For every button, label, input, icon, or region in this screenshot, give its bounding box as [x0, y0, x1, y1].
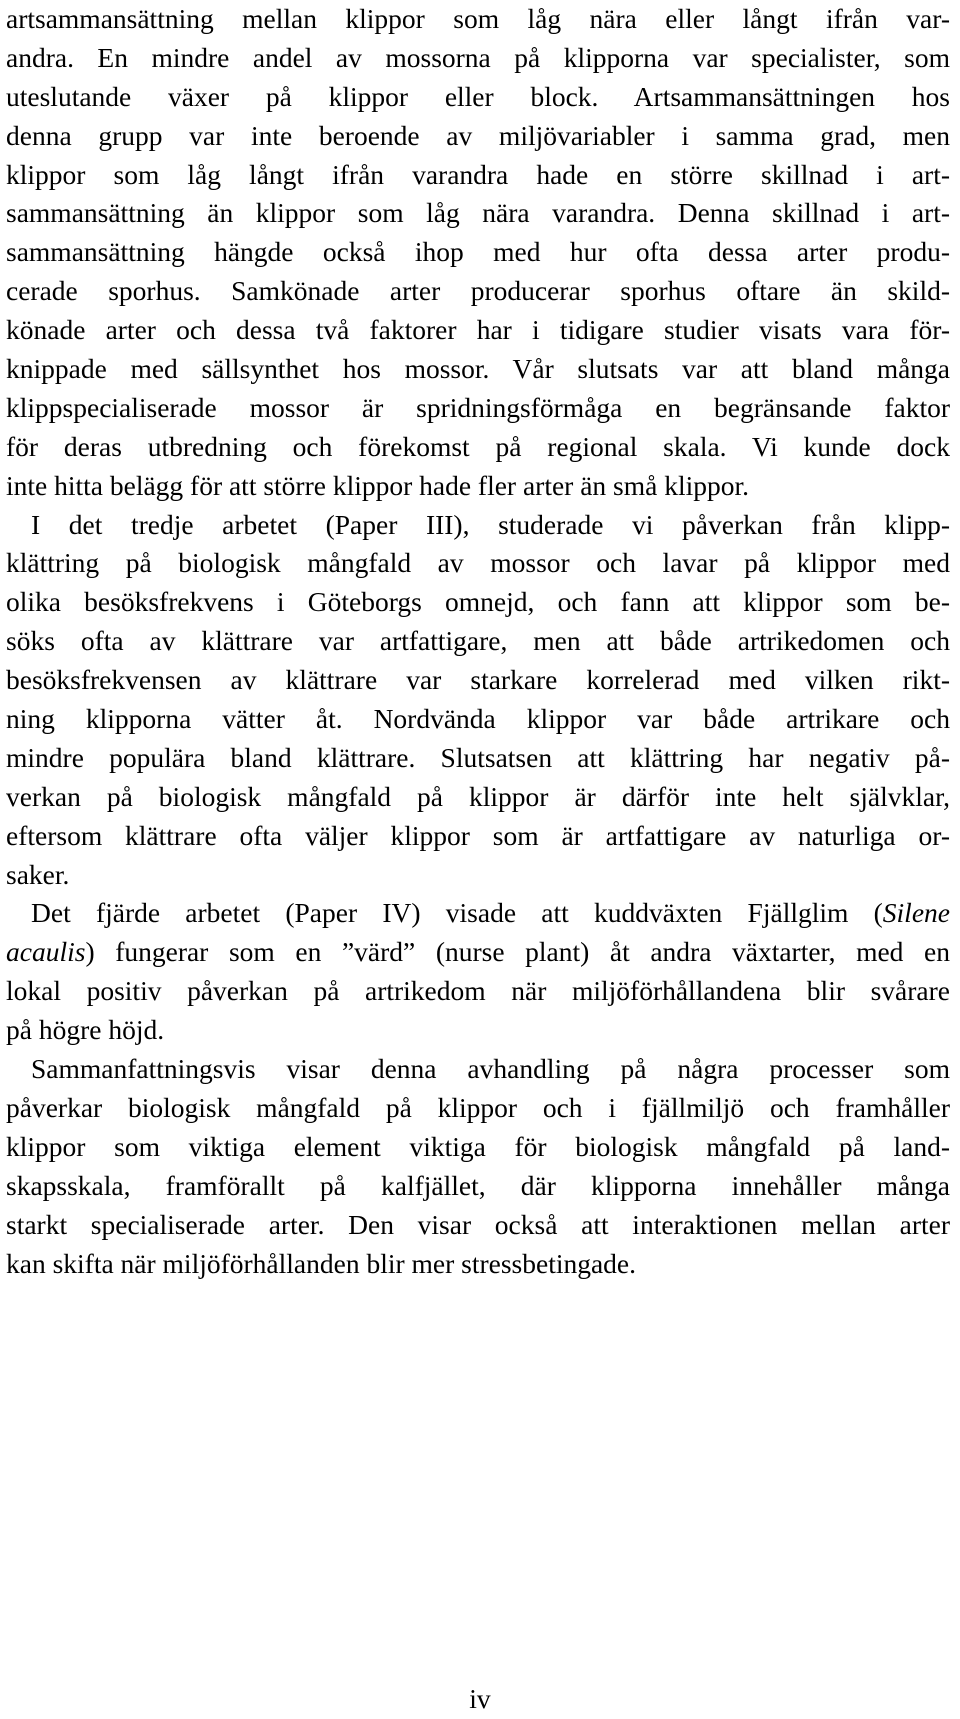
- text-line: klippspecialiserade mossor är spridningsförmåga en begränsande faktor: [6, 391, 950, 423]
- text-line: söks ofta av klättrare var artfattigare, men att både artrikedomen och: [6, 625, 950, 657]
- text-line: skapsskala, framförallt på kalfjället, där klipporna innehåller många: [6, 1169, 950, 1201]
- body-text: [6, 0, 950, 1283]
- document-page: [6, 0, 950, 1283]
- page-number: iv: [469, 1683, 491, 1714]
- text-line: Det fjärde arbetet (Paper IV) visade att kuddväxten Fjällglim (Silene: [31, 897, 950, 929]
- paragraph-4: [6, 1050, 950, 1283]
- text-line: besöksfrekvensen av klättrare var starkare korrelerad med vilken rikt-: [6, 664, 950, 696]
- text-line: cerade sporhus. Samkönade arter producerar sporhus oftare än skild-: [6, 275, 950, 307]
- text-line: starkt specialiserade arter. Den visar också att interaktionen mellan arter: [6, 1208, 950, 1240]
- text-line: mindre populära bland klättrare. Slutsatsen att klättring har negativ på-: [6, 741, 950, 773]
- text-line: verkan på biologisk mångfald på klippor är därför inte helt självklar,: [6, 780, 950, 812]
- text-line: artsammansättning mellan klippor som låg nära eller långt ifrån var-: [6, 3, 950, 34]
- text-line: sammansättning hängde också ihop med hur ofta dessa arter produ-: [6, 236, 950, 268]
- text-line: på högre höjd.: [6, 1014, 165, 1046]
- text-line: lokal positiv påverkan på artrikedom när miljöförhållandena blir svårare: [6, 975, 950, 1007]
- text-line: saker.: [6, 858, 70, 890]
- text-line: klippor som låg långt ifrån varandra hade en större skillnad i art-: [6, 158, 950, 190]
- text-line: könade arter och dessa två faktorer har i tidigare studier visats vara för-: [6, 314, 950, 346]
- text-line: kan skifta när miljöförhållanden blir mer stressbetingade.: [6, 1247, 637, 1279]
- text-line: Sammanfattningsvis visar denna avhandling på några processer som: [31, 1053, 950, 1085]
- text-line: I det tredje arbetet (Paper III), studerade vi påverkan från klipp-: [31, 508, 950, 540]
- text-line: andra. En mindre andel av mossorna på klipporna var specialister, som: [6, 41, 950, 73]
- text-line: olika besöksfrekvens i Göteborgs omnejd, och fann att klippor som be-: [6, 586, 950, 618]
- text-line: sammansättning än klippor som låg nära varandra. Denna skillnad i art-: [6, 197, 950, 229]
- text-line: knippade med sällsynthet hos mossor. Vår slutsats var att bland många: [6, 353, 950, 385]
- text-line: eftersom klättrare ofta väljer klippor som är artfattigare av naturliga or-: [6, 819, 950, 851]
- text-line: ning klipporna vätter åt. Nordvända klippor var både artrikare och: [6, 703, 950, 735]
- text-line: för deras utbredning och förekomst på regional skala. Vi kunde dock: [6, 430, 950, 462]
- text-line: påverkar biologisk mångfald på klippor och i fjällmiljö och framhåller: [6, 1091, 950, 1123]
- paragraph-3: [6, 894, 950, 1050]
- text-line: denna grupp var inte beroende av miljövariabler i samma grad, men: [6, 119, 950, 151]
- text-line: uteslutande växer på klippor eller block. Artsammansättningen hos: [6, 80, 950, 112]
- text-line: klättring på biologisk mångfald av mossor och lavar på klippor med: [6, 547, 950, 579]
- text-line: inte hitta belägg för att större klippor hade fler arter än små klippor.: [6, 469, 750, 501]
- text-line: acaulis) fungerar som en ”värd” (nurse plant) åt andra växtarter, med en: [6, 936, 950, 968]
- paragraph-1: [6, 0, 950, 506]
- paragraph-2: [6, 506, 950, 895]
- text-line: klippor som viktiga element viktiga för biologisk mångfald på land-: [6, 1130, 950, 1162]
